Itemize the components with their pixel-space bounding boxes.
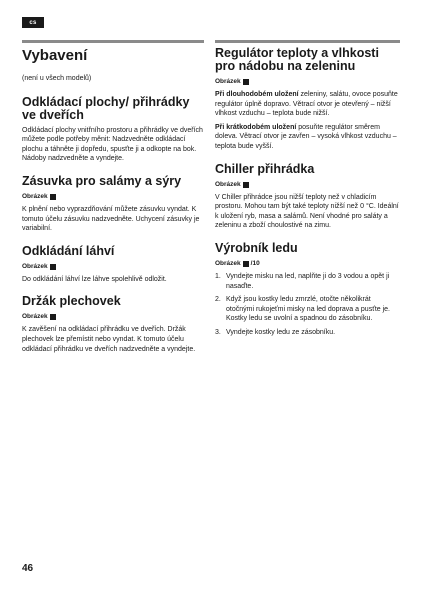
paragraph-long-term — [215, 90, 400, 119]
section-heading: Držák plechovek — [22, 294, 121, 309]
section-text: Odkládací plochy vnitřního prostoru a přihrádky ve dveřích můžete podle potřeby měnit: Nadzvedněte odkládací plochu a táhněte ji dopředu, spusťte ji a odkopte na bok. Nádoby nadzvedněte a vyndejte. — [22, 126, 203, 163]
section-door-shelves — [22, 96, 204, 164]
ice-maker-steps — [215, 272, 400, 338]
right-column — [215, 40, 400, 349]
page-number: 46 — [22, 563, 34, 574]
section-humidity-regulator — [215, 47, 400, 152]
figure-label: Obrázek — [22, 262, 48, 270]
section-heading: Zásuvka pro salámy a sýry — [22, 173, 182, 188]
language-badge: cs — [22, 17, 44, 28]
section-text: V Chiller přihrádce jsou nižší teploty než v chladicím prostoru. Mohou tam být také teploty nižší než 0 °C. Ideální k uložení ryb, masa a salámů. Není vhodné pro saláty a zeleninu a zboží choulostivé na zimu. — [215, 193, 399, 230]
section-text: K plnění nebo vyprazdňování můžete zásuvku vyndat. K tomuto účelu zásuvku nadzvedněte. Uchycení zásuvky je variabilní. — [22, 205, 200, 233]
section-text: Do odkládání láhví lze láhve spolehlivě odložit. — [22, 275, 167, 283]
list-item — [215, 272, 400, 291]
figure-label: Obrázek — [215, 180, 241, 188]
section-chiller — [215, 163, 400, 231]
title-rule — [215, 40, 400, 43]
section-salami-cheese-drawer — [22, 175, 204, 234]
figure-number-box-icon — [243, 182, 249, 188]
step-text: Vyndejte kostky ledu ze zásobníku. — [226, 328, 336, 336]
paragraph-body: zeleniny, salátu, ovoce posuňte regulátor úplně dopravo. Větrací otvor je otevřený – nižší vlhkost vzduchu – teplota bude nižší. — [215, 91, 398, 118]
figure-number-box-icon — [50, 314, 56, 320]
section-ice-maker — [215, 242, 400, 338]
list-item — [215, 328, 400, 338]
figure-label: Obrázek — [22, 192, 48, 200]
step-number: 2. — [215, 296, 221, 304]
figure-number-box-icon — [50, 264, 56, 270]
paragraph-lead: Při krátkodobém uložení — [215, 123, 297, 131]
paragraph-lead: Při dlouhodobém uložení — [215, 91, 299, 98]
figure-reference — [215, 77, 400, 87]
figure-reference — [22, 312, 204, 322]
step-text: Když jsou kostky ledu zmrzlé, otočte několikrát otočnými rukojeťmi misky na led doprava a pusťte je. Kostky ledu se uvolní a spadnou do zásobníku. — [226, 296, 390, 323]
left-column — [22, 40, 204, 365]
figure-reference — [22, 262, 204, 272]
page-title: Vybavení — [22, 47, 88, 64]
section-bottle-storage — [22, 245, 204, 285]
figure-reference — [22, 192, 204, 202]
section-can-holder — [22, 295, 204, 354]
step-number: 1. — [215, 272, 221, 280]
figure-label: Obrázek — [22, 313, 48, 321]
step-text: Vyndejte misku na led, naplňte ji do 3 vodou a opět ji nasaďte. — [226, 272, 390, 290]
section-heading: Odkládací plochy/ přihrádky ve dveřích — [22, 94, 190, 122]
figure-number-box-icon — [243, 79, 249, 85]
figure-number-box-icon — [243, 261, 249, 267]
figure-label: Obrázek — [215, 78, 241, 85]
section-heading: Regulátor teploty a vlhkosti pro nádobu na zeleninu — [215, 46, 379, 73]
step-number: 3. — [215, 328, 221, 336]
figure-number-box-icon — [50, 194, 56, 200]
paragraph-body: posuňte regulátor směrem doleva. Větrací otvor je zavřen – vysoká vlhkost vzduchu – teplota bude vyšší. — [215, 123, 397, 150]
paragraph-short-term — [215, 123, 400, 152]
section-heading: Odkládání láhví — [22, 243, 115, 258]
figure-label: Obrázek — [215, 259, 241, 267]
section-heading: Chiller přihrádka — [215, 161, 315, 176]
title-rule — [22, 40, 204, 43]
figure-suffix: /10 — [250, 259, 260, 267]
figure-reference — [215, 259, 400, 269]
section-heading: Výrobník ledu — [215, 240, 298, 255]
availability-note: (není u všech modelů) — [22, 75, 92, 82]
section-text: K zavěšení na odkládací přihrádku ve dveřích. Držák plechovek lze přemístit nebo vyndat. K tomuto účelu odkládací přihrádku ve dveřích nadzvedněte a vyndejte. — [22, 326, 196, 353]
figure-reference — [215, 180, 400, 190]
list-item — [215, 295, 400, 324]
